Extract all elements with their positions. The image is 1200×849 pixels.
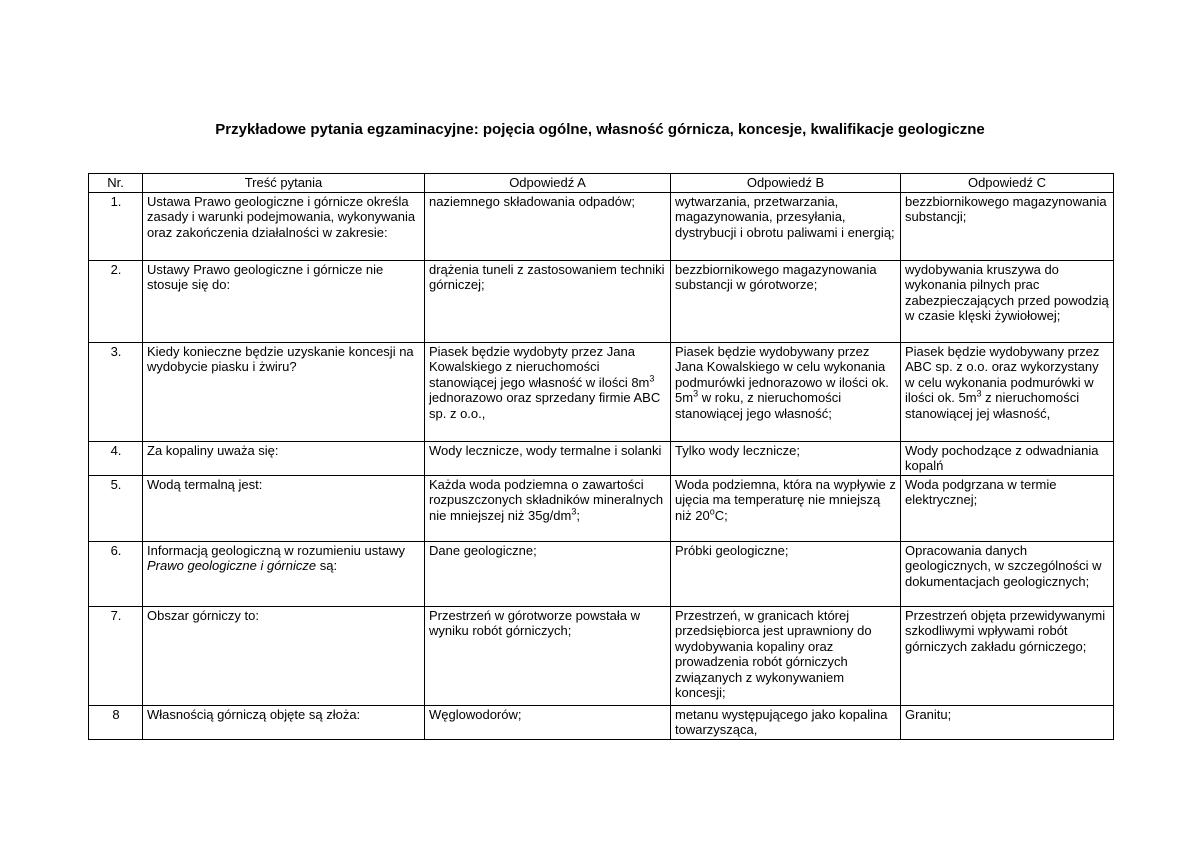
answer-c: Wody pochodzące z odwadniania kopalń xyxy=(901,441,1114,475)
answer-a xyxy=(425,475,671,541)
answer-a: Węglowodorów; xyxy=(425,705,671,739)
header-question: Treść pytania xyxy=(143,174,425,193)
question-text-start: Informacją geologiczną w rozumieniu ustawy xyxy=(147,542,405,558)
answer-a-text-end: ; xyxy=(576,507,580,523)
law-title: Prawo geologiczne i górnicze xyxy=(147,558,317,573)
superscript: 3 xyxy=(693,388,699,399)
superscript: 3 xyxy=(976,388,982,399)
question-text: Za kopaliny uważa się: xyxy=(143,441,425,475)
answer-b xyxy=(671,475,901,541)
answer-b: metanu występującego jako kopalina towarzysząca, xyxy=(671,705,901,739)
row-number: 6. xyxy=(89,541,143,606)
answer-b-text-end: w roku, z nieruchomości stanowiącej jego własność; xyxy=(675,390,842,421)
answer-b: wytwarzania, przetwarzania, magazynowania, przesyłania, dystrybucji i obrotu paliwami i energią; xyxy=(671,192,901,260)
question-text: Ustawy Prawo geologiczne i górnicze nie stosuje się do: xyxy=(143,260,425,342)
answer-a: Dane geologiczne; xyxy=(425,541,671,606)
answer-b: bezzbiornikowego magazynowania substancji w górotworze; xyxy=(671,260,901,342)
answer-b-text: Woda podziemna, która na wypływie z ujęcia ma temperaturę nie mniejszą niż 20 xyxy=(675,476,896,523)
answer-c-text: Piasek będzie wydobywany przez ABC sp. z o.o. oraz wykorzystany w celu wykonania podmurówki w ilości ok. 5m xyxy=(905,343,1100,405)
answer-b-text: Piasek będzie wydobywany przez Jana Kowalskiego w celu wykonania podmurówki jednorazowo w ilości ok. 5m xyxy=(675,343,889,405)
table-row xyxy=(89,475,1114,541)
table-row xyxy=(89,192,1114,260)
answer-c xyxy=(901,342,1114,441)
table-row xyxy=(89,606,1114,705)
superscript: 3 xyxy=(649,373,655,384)
row-number: 2. xyxy=(89,260,143,342)
answer-a-text: Piasek będzie wydobyty przez Jana Kowalskiego z nieruchomości stanowiącej jego własność w ilości 8m xyxy=(429,343,650,390)
answer-c: Opracowania danych geologicznych, w szczególności w dokumentacjach geologicznych; xyxy=(901,541,1114,606)
superscript: 3 xyxy=(571,506,577,517)
answer-a: Wody lecznicze, wody termalne i solanki xyxy=(425,441,671,475)
answer-b: Tylko wody lecznicze; xyxy=(671,441,901,475)
superscript: o xyxy=(709,506,715,517)
answer-c: wydobywania kruszywa do wykonania pilnych prac zabezpieczających przed powodzią w czasie klęski żywiołowej; xyxy=(901,260,1114,342)
row-number: 4. xyxy=(89,441,143,475)
header-answer-a: Odpowiedź A xyxy=(425,174,671,193)
question-text: Własnością górniczą objęte są złoża: xyxy=(143,705,425,739)
row-number: 1. xyxy=(89,192,143,260)
question-text: Wodą termalną jest: xyxy=(143,475,425,541)
answer-b: Przestrzeń, w granicach której przedsiębiorca jest uprawniony do wydobywania kopaliny oraz prowadzenia robót górniczych związanych z wykonywaniem koncesji; xyxy=(671,606,901,705)
answer-a: naziemnego składowania odpadów; xyxy=(425,192,671,260)
row-number: 5. xyxy=(89,475,143,541)
answer-c: Przestrzeń objęta przewidywanymi szkodliwymi wpływami robót górniczych zakładu górniczego; xyxy=(901,606,1114,705)
answer-c: Woda podgrzana w termie elektrycznej; xyxy=(901,475,1114,541)
questions-table xyxy=(88,173,1114,740)
answer-a-text-end: jednorazowo oraz sprzedany firmie ABC sp. z o.o., xyxy=(429,390,661,421)
header-answer-c: Odpowiedź C xyxy=(901,174,1114,193)
question-text-end: są: xyxy=(316,558,338,573)
answer-b xyxy=(671,342,901,441)
answer-c-text-end: z nieruchomości stanowiącej jej własność, xyxy=(905,390,1080,421)
table-row xyxy=(89,705,1114,739)
answer-a xyxy=(425,342,671,441)
question-text: Kiedy konieczne będzie uzyskanie koncesji na wydobycie piasku i żwiru? xyxy=(143,342,425,441)
table-row xyxy=(89,260,1114,342)
answer-a: drążenia tuneli z zastosowaniem techniki górniczej; xyxy=(425,260,671,342)
header-answer-b: Odpowiedź B xyxy=(671,174,901,193)
answer-a-text: Każda woda podziemna o zawartości rozpuszczonych składników mineralnych nie mniejszej niż 35g/dm xyxy=(429,476,664,523)
table-row xyxy=(89,342,1114,441)
answer-a: Przestrzeń w górotworze powstała w wyniku robót górniczych; xyxy=(425,606,671,705)
answer-c: bezzbiornikowego magazynowania substancji; xyxy=(901,192,1114,260)
document-title: Przykładowe pytania egzaminacyjne: pojęcia ogólne, własność górnicza, koncesje, kwalifikacje geologiczne xyxy=(215,121,985,138)
row-number: 8 xyxy=(89,705,143,739)
question-text: Ustawa Prawo geologiczne i górnicze określa zasady i warunki podejmowania, wykonywania oraz zakończenia działalności w zakresie: xyxy=(143,192,425,260)
answer-b: Próbki geologiczne; xyxy=(671,541,901,606)
table-row xyxy=(89,541,1114,606)
row-number: 3. xyxy=(89,342,143,441)
table-row xyxy=(89,441,1114,475)
answer-b-text-end: C; xyxy=(714,507,728,523)
question-text: Obszar górniczy to: xyxy=(143,606,425,705)
row-number: 7. xyxy=(89,606,143,705)
header-nr: Nr. xyxy=(89,174,143,193)
answer-c: Granitu; xyxy=(901,705,1114,739)
table-header-row xyxy=(89,174,1114,193)
question-text xyxy=(143,541,425,606)
